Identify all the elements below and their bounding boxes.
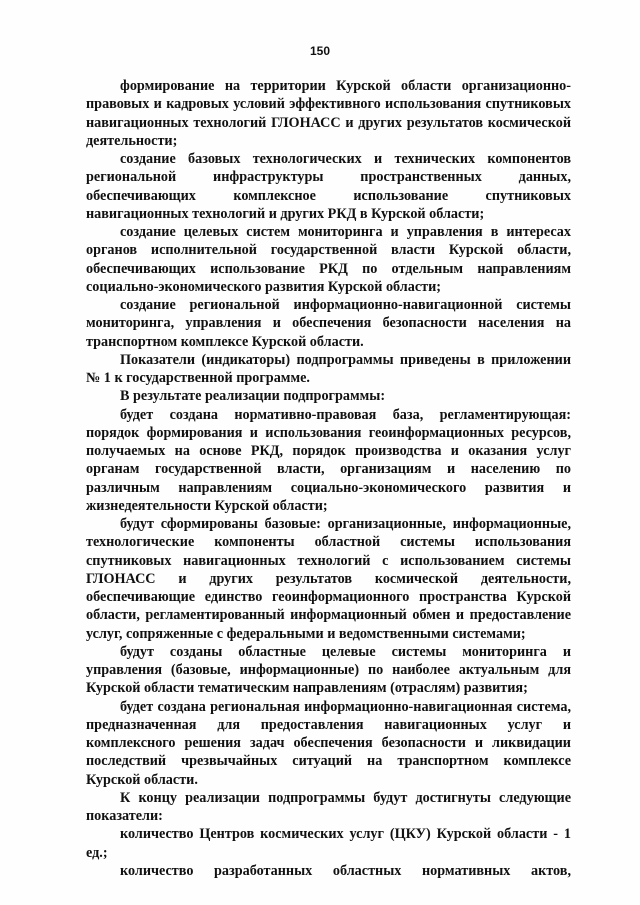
- paragraph: создание региональной информационно-навигационной системы мониторинга, управления и обеспечения безопасности населения на транспортном комплексе Курской области.: [86, 297, 571, 350]
- body-text: [86, 77, 571, 880]
- paragraph: К концу реализации подпрограммы будут достигнуты следующие показатели:: [86, 789, 571, 824]
- page-number: 150: [309, 44, 331, 58]
- paragraph: будет создана региональная информационно-навигационная система, предназначенная для предоставления навигационных услуг и комплексного решения задач обеспечения безопасности и ликвидации последствий чрезвычайных ситуаций на транспортном комплексе Курской области.: [86, 698, 571, 788]
- paragraph: будут созданы областные целевые системы мониторинга и управления (базовые, информационные) по наиболее актуальным для Курской области тематическим направлениям (отраслям) развития;: [86, 643, 571, 697]
- paragraph: будет создана нормативно-правовая база, регламентирующая: порядок формирования и использования геоинформационных ресурсов, получаемых на основе РКД, порядок производства и оказания услуг органам государственной власти, организациям и населению по различным направлениям социально-экономического развития и жизнедеятельности Курской области;: [86, 406, 571, 514]
- paragraph: В результате реализации подпрограммы:: [120, 388, 386, 405]
- paragraph: создание целевых систем мониторинга и управления в интересах органов исполнительной государственной власти Курской области, обеспечивающих использование РКД по отдельным направлениям социально-экономического развития Курской области;: [86, 224, 571, 295]
- paragraph: количество разработанных областных нормативных актов,: [120, 862, 571, 879]
- paragraph: будут сформированы базовые: организационные, информационные, технологические компоненты областной системы использования спутниковых навигационных технологий с использованием системы ГЛОНАСС и других результатов космической деятельности, обеспечивающие единство геоинформационного пространства Курской области, регламентированный информационный обмен и предоставление услуг, сопряженные с федеральными и ведомственными системами;: [86, 516, 571, 642]
- paragraph: формирование на территории Курской области организационно-правовых и кадровых условий эффективного использования спутниковых навигационных технологий ГЛОНАСС и других результатов космической деятельности;: [86, 78, 571, 149]
- paragraph: количество Центров космических услуг (ЦКУ) Курской области - 1 ед.;: [86, 826, 571, 861]
- paragraph: Показатели (индикаторы) подпрограммы приведены в приложении № 1 к государственной программе.: [86, 351, 571, 386]
- paragraph: создание базовых технологических и технических компонентов региональной инфраструктуры пространственных данных, обеспечивающих комплексное использование спутниковых навигационных технологий и других РКД в Курской области;: [86, 151, 571, 222]
